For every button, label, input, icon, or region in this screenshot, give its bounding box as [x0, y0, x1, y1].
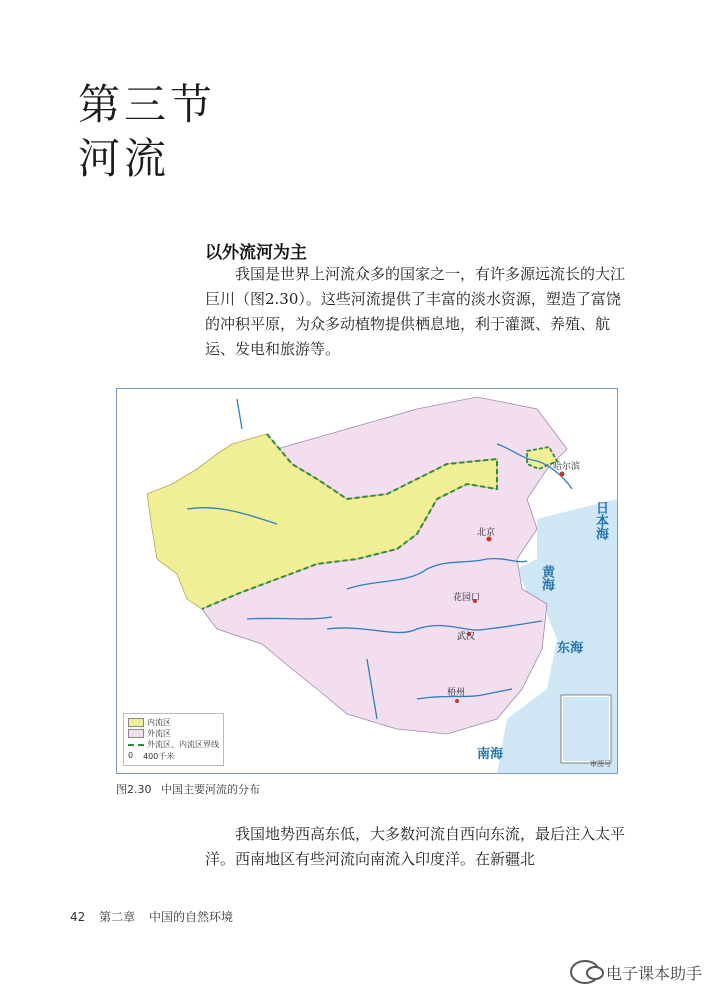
- label-south-sea: 南海: [477, 747, 504, 762]
- china-rivers-map: [116, 388, 618, 774]
- map-scale: 0 400千米: [128, 751, 175, 761]
- legend-swatch-outflow: [128, 729, 144, 738]
- legend-swatch-boundary: [128, 744, 144, 746]
- legend-swatch-inland: [128, 718, 144, 727]
- page-number: 42: [70, 910, 86, 924]
- chapter-label: 第二章: [99, 910, 136, 924]
- figure-number: 图2.30: [116, 783, 152, 796]
- map-legend: [123, 713, 224, 766]
- figure-title: 中国主要河流的分布: [161, 783, 260, 796]
- label-wuhan: 武汉: [457, 632, 476, 642]
- subheading: 以外流河为主: [205, 243, 307, 263]
- label-east-sea: 东海: [557, 641, 584, 656]
- section-number: 第三节: [78, 80, 217, 129]
- harbin-marker: [560, 472, 565, 477]
- label-beijing: 北京: [477, 528, 496, 538]
- paragraph-2: 我国地势西高东低，大多数河流自西向东流，最后注入太平洋。西南地区有些河流向南流入印度洋。在新疆北: [205, 825, 626, 868]
- legend-outflow: 外流区: [128, 728, 219, 739]
- paragraph-1: 我国是世界上河流众多的国家之一，有许多源远流长的大江巨川（图2.30）。这些河流提供了丰富的淡水资源，塑造了富饶的冲积平原，为众多动植物提供栖息地，利于灌溉、养殖、航运、发电和旅游等。: [205, 265, 626, 358]
- watermark-text: 电子课本助手: [605, 963, 702, 983]
- label-harbin: 哈尔滨: [553, 462, 581, 472]
- map-publisher-label: 审图号: [590, 760, 611, 768]
- page-footer: [70, 908, 243, 925]
- label-japan-sea: 日本海: [593, 501, 608, 540]
- wechat-icon: [570, 960, 600, 984]
- label-yellow-sea: 黄海: [539, 565, 554, 591]
- legend-boundary: 外流区、内流区界线: [128, 739, 219, 750]
- legend-inland: 内流区: [128, 717, 219, 728]
- south-sea-inset-water: [563, 697, 609, 761]
- label-huayuankou: 花园口: [453, 593, 481, 603]
- label-wuzhou: 梧州: [447, 688, 466, 698]
- wuzhou-marker: [455, 699, 459, 703]
- watermark: [570, 960, 702, 984]
- section-heading: [78, 78, 216, 186]
- figure-caption: [116, 781, 266, 797]
- chapter-title: 中国的自然环境: [148, 910, 233, 924]
- section-title: 河流: [78, 134, 171, 183]
